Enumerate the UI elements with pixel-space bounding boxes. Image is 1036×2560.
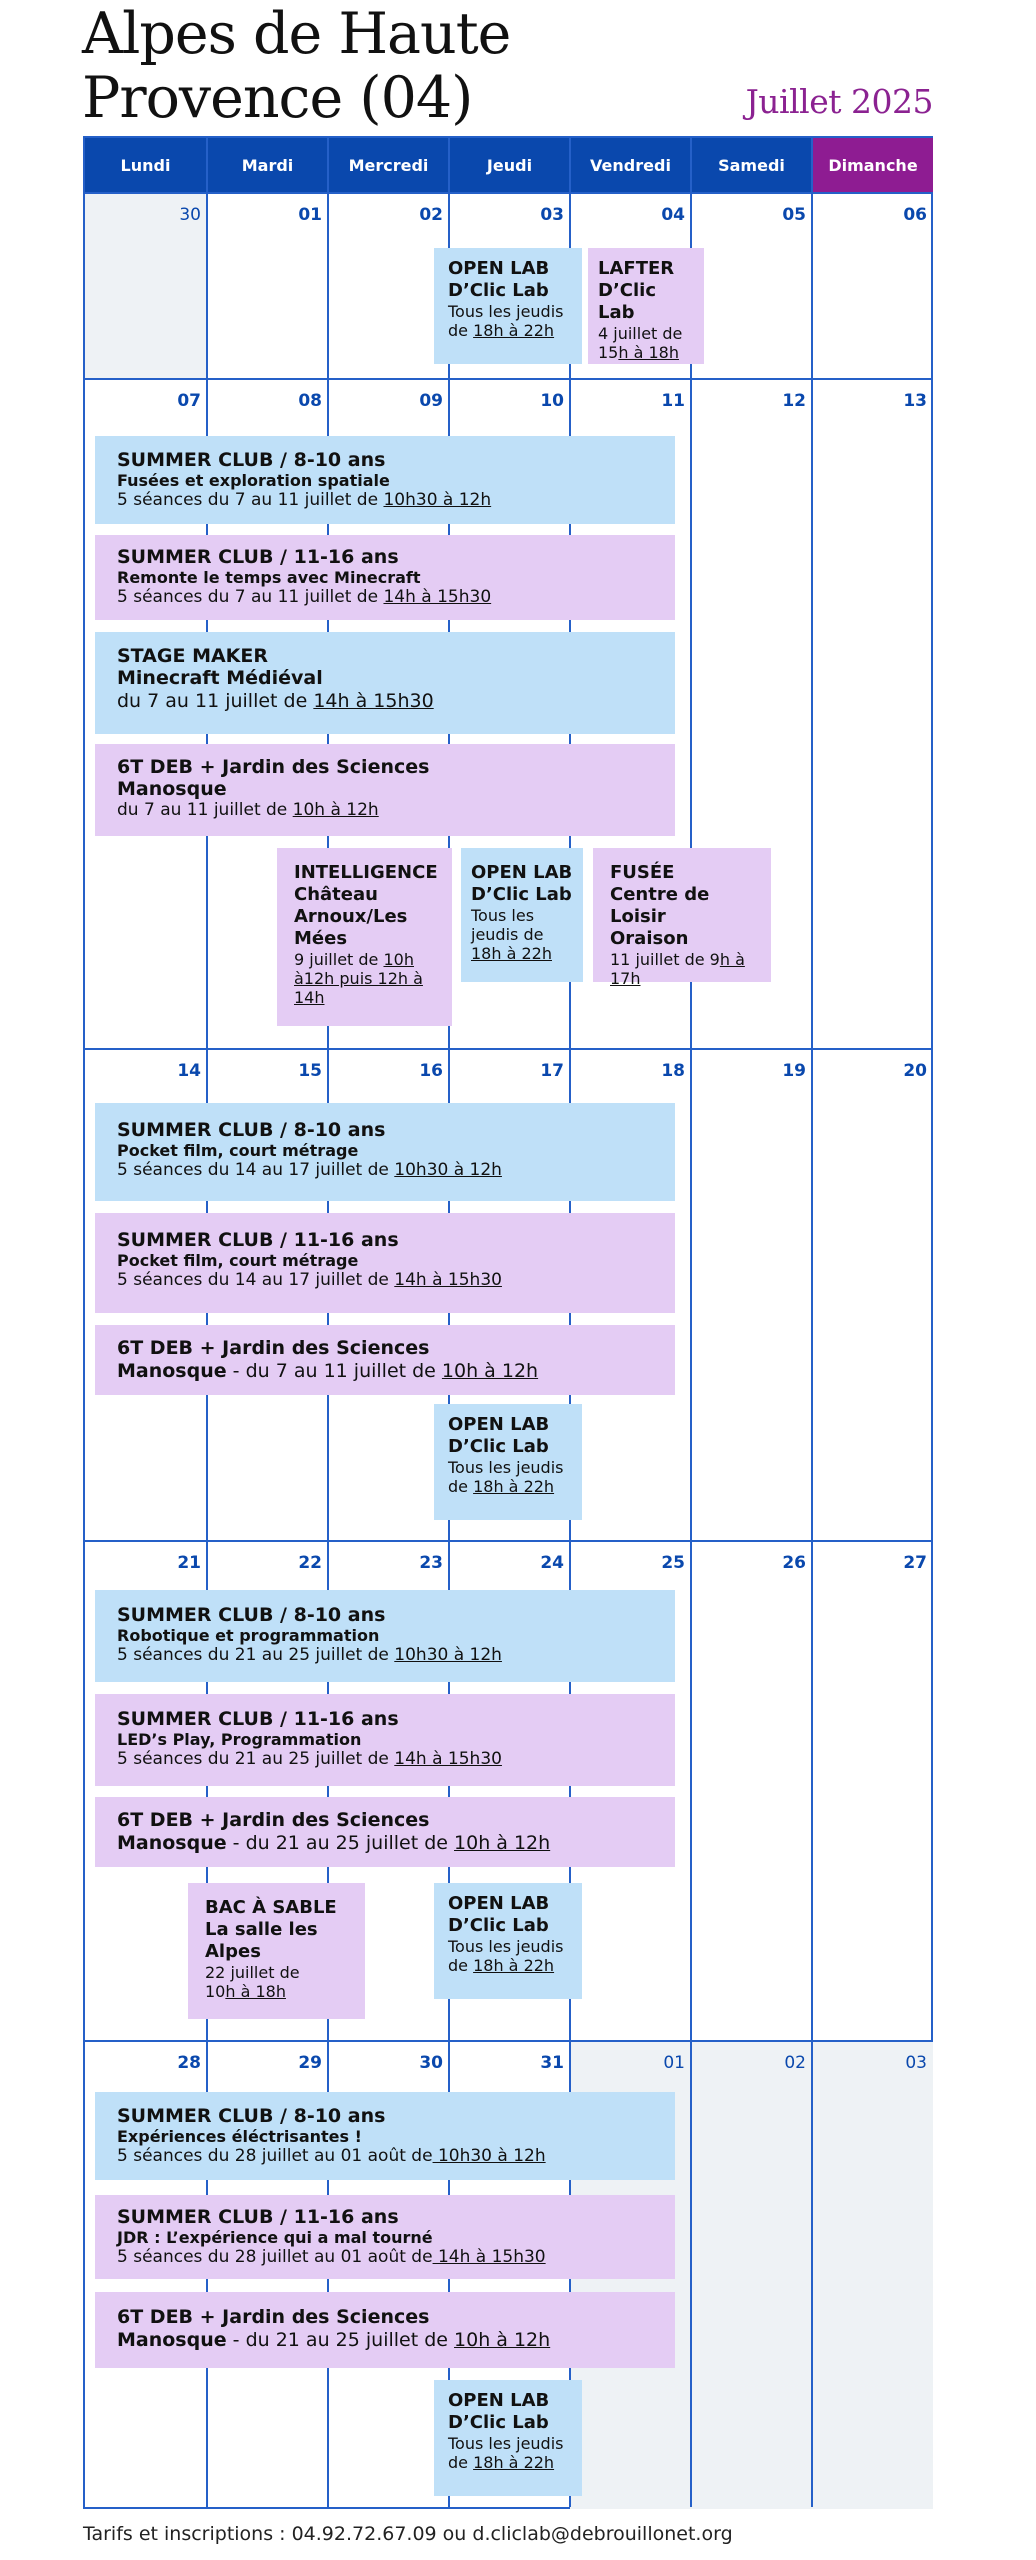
event-summer-club-11-16[interactable] <box>95 1213 675 1313</box>
event-desc <box>117 1359 653 1383</box>
event-intelligence[interactable] <box>277 848 452 1026</box>
event-title: 6T DEB + Jardin des Sciences <box>117 1337 430 1359</box>
event-desc: 4 juillet de <box>598 324 683 343</box>
day-number: 27 <box>903 1553 927 1573</box>
event-time: 14h à 15h30 <box>432 2247 546 2267</box>
grid-line <box>811 138 813 2507</box>
event-desc <box>117 689 653 713</box>
grid-line <box>85 1048 931 1050</box>
day-number: 02 <box>784 2053 806 2073</box>
weekday-label-sunday: Dimanche <box>813 138 933 192</box>
event-desc-text: du 7 au 11 juillet de <box>117 690 314 712</box>
day-number: 08 <box>298 391 322 411</box>
event-desc <box>117 490 653 510</box>
event-title: Manosque <box>117 778 227 800</box>
day-number: 29 <box>298 2053 322 2073</box>
event-title: Château <box>294 884 378 905</box>
event-desc: 22 juillet de <box>205 1963 300 1982</box>
event-title: OPEN LAB <box>448 2390 550 2411</box>
event-subtitle: Remonte le temps avec Minecraft <box>117 568 421 587</box>
event-desc-text: 5 séances du 21 au 25 juillet de <box>117 1645 395 1665</box>
event-desc-text: 5 séances du 14 au 17 juillet de <box>117 1160 395 1180</box>
event-open-lab[interactable] <box>434 1404 582 1520</box>
event-desc <box>448 2453 572 2472</box>
event-title: Arnoux/Les <box>294 906 408 927</box>
event-title: D’Clic Lab <box>448 2412 549 2433</box>
weekday-label: Lundi <box>120 155 171 175</box>
event-time: 10h <box>383 950 414 969</box>
event-6t-deb[interactable] <box>95 744 675 836</box>
day-number: 01 <box>663 2053 685 2073</box>
event-title: INTELLIGENCE <box>294 862 438 883</box>
event-desc <box>448 1477 572 1496</box>
event-subtitle: Pocket film, court métrage <box>117 1141 359 1160</box>
day-number: 19 <box>782 1061 806 1081</box>
event-time: 18h à 22h <box>473 321 555 340</box>
day-number: 21 <box>177 1553 201 1573</box>
weekday-label: Jeudi <box>486 155 533 175</box>
event-desc <box>117 800 653 820</box>
event-6t-deb[interactable] <box>95 2292 675 2368</box>
event-title: 6T DEB + Jardin des Sciences <box>117 2306 430 2328</box>
month-label: Juillet 2025 <box>745 82 933 121</box>
event-time: 18h à 22h <box>473 2453 555 2472</box>
event-desc: Tous les jeudis <box>448 2434 564 2453</box>
event-desc-text: 5 séances du 28 juillet au 01 août de <box>117 2146 433 2166</box>
event-subtitle: JDR : L’expérience qui a mal tourné <box>117 2228 433 2247</box>
event-time: 14h à 15h30 <box>313 690 434 712</box>
event-desc-text: de <box>448 2453 474 2472</box>
event-desc <box>294 988 442 1007</box>
event-subtitle: Pocket film, court métrage <box>117 1251 359 1270</box>
event-desc-text: - du 7 au 11 juillet de <box>226 1360 442 1382</box>
event-desc <box>117 2146 653 2166</box>
event-6t-deb[interactable] <box>95 1325 675 1395</box>
day-number: 05 <box>782 205 806 225</box>
event-title: SUMMER CLUB / 8-10 ans <box>117 1604 386 1626</box>
event-time: 10h30 à 12h <box>394 1645 502 1665</box>
event-title: SUMMER CLUB / 8-10 ans <box>117 2105 386 2127</box>
weekday-label: Vendredi <box>590 155 671 175</box>
day-number: 31 <box>540 2053 564 2073</box>
event-desc <box>117 1645 653 1665</box>
day-number: 06 <box>903 205 927 225</box>
event-desc-text: de <box>448 1477 474 1496</box>
day-number: 14 <box>177 1061 201 1081</box>
event-place: Manosque <box>117 1832 227 1854</box>
event-time: 10h à 12h <box>441 1360 539 1382</box>
event-title: FUSÉE <box>610 862 675 883</box>
day-number: 03 <box>905 2053 927 2073</box>
grid-line <box>85 378 931 380</box>
event-title: Centre de Loisir <box>610 884 710 927</box>
event-bac-a-sable[interactable] <box>188 1883 365 2019</box>
event-summer-club-8-10[interactable] <box>95 1590 675 1682</box>
event-desc <box>471 944 573 963</box>
day-number: 28 <box>177 2053 201 2073</box>
event-title: La salle les <box>205 1919 318 1940</box>
event-title: Mées <box>294 928 348 949</box>
event-summer-club-8-10[interactable] <box>95 2092 675 2180</box>
day-number: 16 <box>419 1061 443 1081</box>
event-subtitle: Robotique et programmation <box>117 1626 380 1645</box>
event-desc <box>610 969 761 988</box>
event-desc-text: du 7 au 11 juillet de <box>117 800 293 820</box>
day-number: 30 <box>419 2053 443 2073</box>
grid-line <box>85 192 931 194</box>
event-desc: Tous les jeudis <box>448 1458 564 1477</box>
event-desc-text: 10 <box>205 1982 226 2001</box>
day-number: 11 <box>661 391 685 411</box>
day-number: 13 <box>903 391 927 411</box>
grid-line <box>690 138 692 2507</box>
day-number: 22 <box>298 1553 322 1573</box>
event-desc: Tous les <box>471 906 535 925</box>
event-title: SUMMER CLUB / 8-10 ans <box>117 449 386 471</box>
weekday-header <box>85 138 931 192</box>
day-number: 10 <box>540 391 564 411</box>
day-number: 12 <box>782 391 806 411</box>
event-desc <box>117 587 653 607</box>
event-title: D’Clic Lab <box>471 884 572 905</box>
weekday-label: Mardi <box>241 155 294 175</box>
event-desc-text: 5 séances du 7 au 11 juillet de <box>117 587 384 607</box>
event-desc <box>610 950 761 969</box>
event-lafter[interactable] <box>588 248 704 364</box>
event-fusee[interactable] <box>593 848 771 988</box>
event-desc-text: - du 21 au 25 juillet de <box>226 1832 455 1854</box>
event-summer-club-8-10[interactable] <box>95 1103 675 1201</box>
event-desc <box>205 1982 355 2001</box>
day-number: 24 <box>540 1553 564 1573</box>
event-place: Manosque <box>117 2329 227 2351</box>
event-subtitle: Fusées et exploration spatiale <box>117 471 390 490</box>
event-desc: Tous les jeudis <box>448 302 564 321</box>
event-time: 10h30 à 12h <box>432 2146 546 2166</box>
event-time: 10h à 12h <box>454 1832 551 1854</box>
day-number: 18 <box>661 1061 685 1081</box>
event-desc-text: de <box>448 321 474 340</box>
grid-line <box>85 1540 931 1542</box>
event-title: SUMMER CLUB / 11-16 ans <box>117 1229 399 1251</box>
event-subtitle: Expériences éléctrisantes ! <box>117 2127 362 2146</box>
event-title: D’Clic Lab <box>448 1436 549 1457</box>
event-desc-text: 9 juillet de <box>294 950 384 969</box>
event-summer-club-11-16[interactable] <box>95 2195 675 2279</box>
event-open-lab[interactable] <box>461 848 583 982</box>
event-title: D’Clic Lab <box>448 280 549 301</box>
event-time: h à 18h <box>618 343 679 362</box>
event-time: 10h à 12h <box>454 2329 551 2351</box>
event-desc <box>117 2247 653 2267</box>
event-time: 14h <box>294 988 325 1007</box>
event-desc-text: 11 juillet de 9 <box>610 950 720 969</box>
event-desc-text: 5 séances du 28 juillet au 01 août de <box>117 2247 433 2267</box>
event-title: Oraison <box>610 928 689 949</box>
event-desc <box>448 1956 572 1975</box>
day-number: 30 <box>179 205 201 225</box>
event-time: à12h puis 12h à <box>294 969 423 988</box>
event-summer-club-11-16[interactable] <box>95 1694 675 1786</box>
event-title: LAFTER <box>598 258 675 279</box>
event-time: h à 18h <box>225 1982 286 2001</box>
event-desc <box>598 343 694 362</box>
event-title: SUMMER CLUB / 11-16 ans <box>117 2206 399 2228</box>
event-title: STAGE MAKER <box>117 645 269 667</box>
event-desc-text: de <box>448 1956 474 1975</box>
day-number: 26 <box>782 1553 806 1573</box>
event-desc <box>448 321 572 340</box>
event-place: Manosque <box>117 1360 227 1382</box>
event-desc: Tous les jeudis <box>448 1937 564 1956</box>
event-time: 18h à 22h <box>473 1956 555 1975</box>
event-desc-text: - du 21 au 25 juillet de <box>226 2329 455 2351</box>
event-stage-maker[interactable] <box>95 632 675 734</box>
event-desc <box>294 950 442 969</box>
event-time: 14h à 15h30 <box>383 587 492 607</box>
event-title: OPEN LAB <box>448 258 550 279</box>
event-title: SUMMER CLUB / 11-16 ans <box>117 1708 399 1730</box>
page-title <box>82 2 510 130</box>
event-desc-text: 5 séances du 14 au 17 juillet de <box>117 1270 395 1290</box>
event-title: 6T DEB + Jardin des Sciences <box>117 1809 430 1831</box>
day-number: 04 <box>661 205 685 225</box>
day-number: 23 <box>419 1553 443 1573</box>
day-number: 09 <box>419 391 443 411</box>
event-desc <box>117 1749 653 1769</box>
event-desc-text: 15 <box>598 343 619 362</box>
day-number: 01 <box>298 205 322 225</box>
event-desc-text: 5 séances du 21 au 25 juillet de <box>117 1749 395 1769</box>
event-time: 14h à 15h30 <box>394 1270 502 1290</box>
event-desc <box>117 2328 653 2352</box>
event-title: OPEN LAB <box>448 1414 550 1435</box>
event-time: 17h <box>610 969 641 988</box>
event-desc <box>117 1270 653 1290</box>
event-title: Alpes <box>205 1941 261 1962</box>
event-title: BAC À SABLE <box>205 1897 337 1918</box>
event-time: 18h à 22h <box>471 944 552 963</box>
event-title: OPEN LAB <box>448 1893 550 1914</box>
event-open-lab[interactable] <box>434 2380 582 2496</box>
event-summer-club-11-16[interactable] <box>95 535 675 620</box>
title-line-2: Provence (04) <box>82 65 473 131</box>
event-desc: jeudis de <box>471 925 544 944</box>
event-subtitle: LED’s Play, Programmation <box>117 1730 362 1749</box>
event-title: 6T DEB + Jardin des Sciences <box>117 756 430 778</box>
event-time: 10h30 à 12h <box>394 1160 502 1180</box>
day-number: 15 <box>298 1061 322 1081</box>
day-number: 03 <box>540 205 564 225</box>
event-6t-deb[interactable] <box>95 1797 675 1867</box>
event-title: D’Clic Lab <box>448 1915 549 1936</box>
event-title: SUMMER CLUB / 8-10 ans <box>117 1119 386 1141</box>
weekday-label: Samedi <box>718 155 785 175</box>
footer-contact: Tarifs et inscriptions : 04.92.72.67.09 ou d.cliclab@debrouillonet.org <box>83 2523 733 2545</box>
event-summer-club-8-10[interactable] <box>95 436 675 524</box>
event-title: Minecraft Médiéval <box>117 667 323 689</box>
day-number: 07 <box>177 391 201 411</box>
calendar-grid <box>83 136 933 2509</box>
weekday-label: Mercredi <box>348 155 429 175</box>
event-time: 18h à 22h <box>473 1477 555 1496</box>
day-number: 25 <box>661 1553 685 1573</box>
day-number: 17 <box>540 1061 564 1081</box>
event-title: SUMMER CLUB / 11-16 ans <box>117 546 399 568</box>
event-desc <box>117 1160 653 1180</box>
event-open-lab[interactable] <box>434 1883 582 1999</box>
day-number: 02 <box>419 205 443 225</box>
event-desc <box>294 969 442 988</box>
event-time: 10h30 à 12h <box>383 490 492 510</box>
grid-line <box>85 2040 931 2042</box>
event-time: 14h à 15h30 <box>394 1749 502 1769</box>
event-desc <box>117 1831 653 1855</box>
event-time: 10h à 12h <box>292 800 379 820</box>
event-desc-text: 5 séances du 7 au 11 juillet de <box>117 490 384 510</box>
event-title: OPEN LAB <box>471 862 573 883</box>
title-line-1: Alpes de Haute <box>82 1 511 67</box>
event-title: D’Clic Lab <box>598 280 656 323</box>
event-open-lab[interactable] <box>434 248 582 364</box>
day-number: 20 <box>903 1061 927 1081</box>
event-time: h à <box>719 950 745 969</box>
